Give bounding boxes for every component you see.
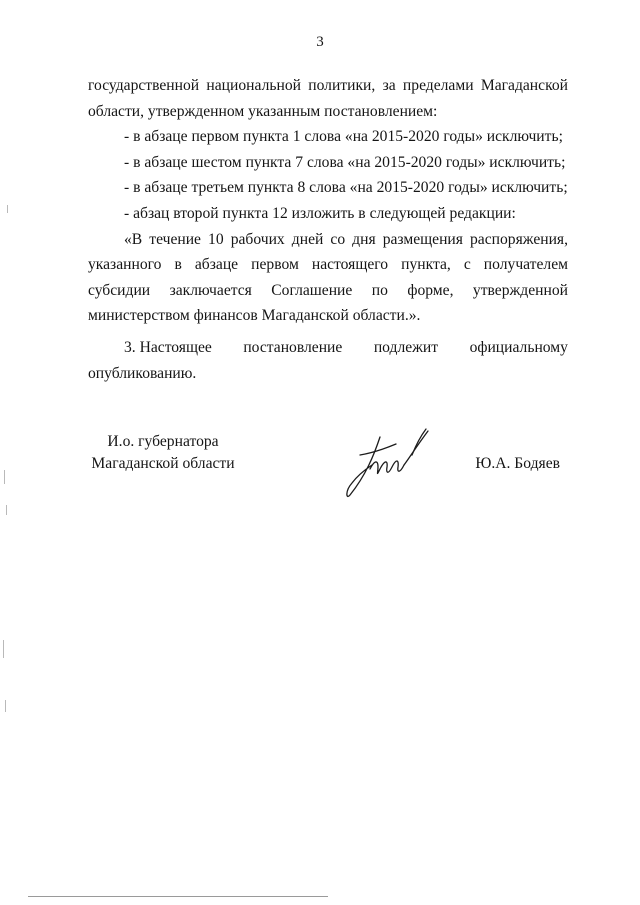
bottom-scan-line (28, 896, 328, 897)
publication-continuation: опубликованию. (88, 364, 197, 382)
signature-block (0, 431, 640, 511)
scan-artifact (3, 640, 4, 658)
publication-word: 3. Настоящее (124, 338, 212, 356)
signer-name: Ю.А. Бодяев (475, 455, 560, 472)
document-body (88, 73, 568, 386)
paragraph-item-12: - абзац второй пункта 12 изложить в следующей редакции: (124, 204, 516, 222)
publication-word: постановление (243, 338, 343, 356)
paragraph-item-8: - в абзаце третьем пункта 8 слова «на 2015-2020 годы» исключить; (124, 179, 568, 197)
signer-title-line: И.о. губернатора (107, 433, 219, 450)
signer-title (88, 431, 238, 475)
publication-word: подлежит (373, 338, 439, 356)
paragraph-item-1: - в абзаце первом пункта 1 слова «на 2015-2020 годы» исключить; (124, 128, 563, 146)
publication-word: официальному (469, 338, 568, 356)
scan-artifact (7, 205, 8, 213)
paragraph-item-7: - в абзаце шестом пункта 7 слова «на 2015-2020 годы» исключить; (124, 153, 566, 171)
scan-artifact (5, 700, 6, 712)
page-number: 3 (316, 34, 324, 50)
scan-artifact (4, 470, 5, 484)
publication-clause (88, 335, 568, 361)
handwritten-signature-icon (336, 425, 446, 503)
paragraph-continuation: государственной национальной политики, за пределами Магаданской области, утвержденном указанным постановлением: (88, 77, 568, 120)
scan-artifact (6, 505, 7, 515)
paragraph-quote: «В течение 10 рабочих дней со дня размещения распоряжения, указанного в абзаце первом настоящего пункта, с получателем субсидии заключается Соглашение по форме, утвержденной министерством финансов Магаданской области.». (88, 230, 568, 325)
signer-title-line: Магаданской области (91, 455, 235, 472)
